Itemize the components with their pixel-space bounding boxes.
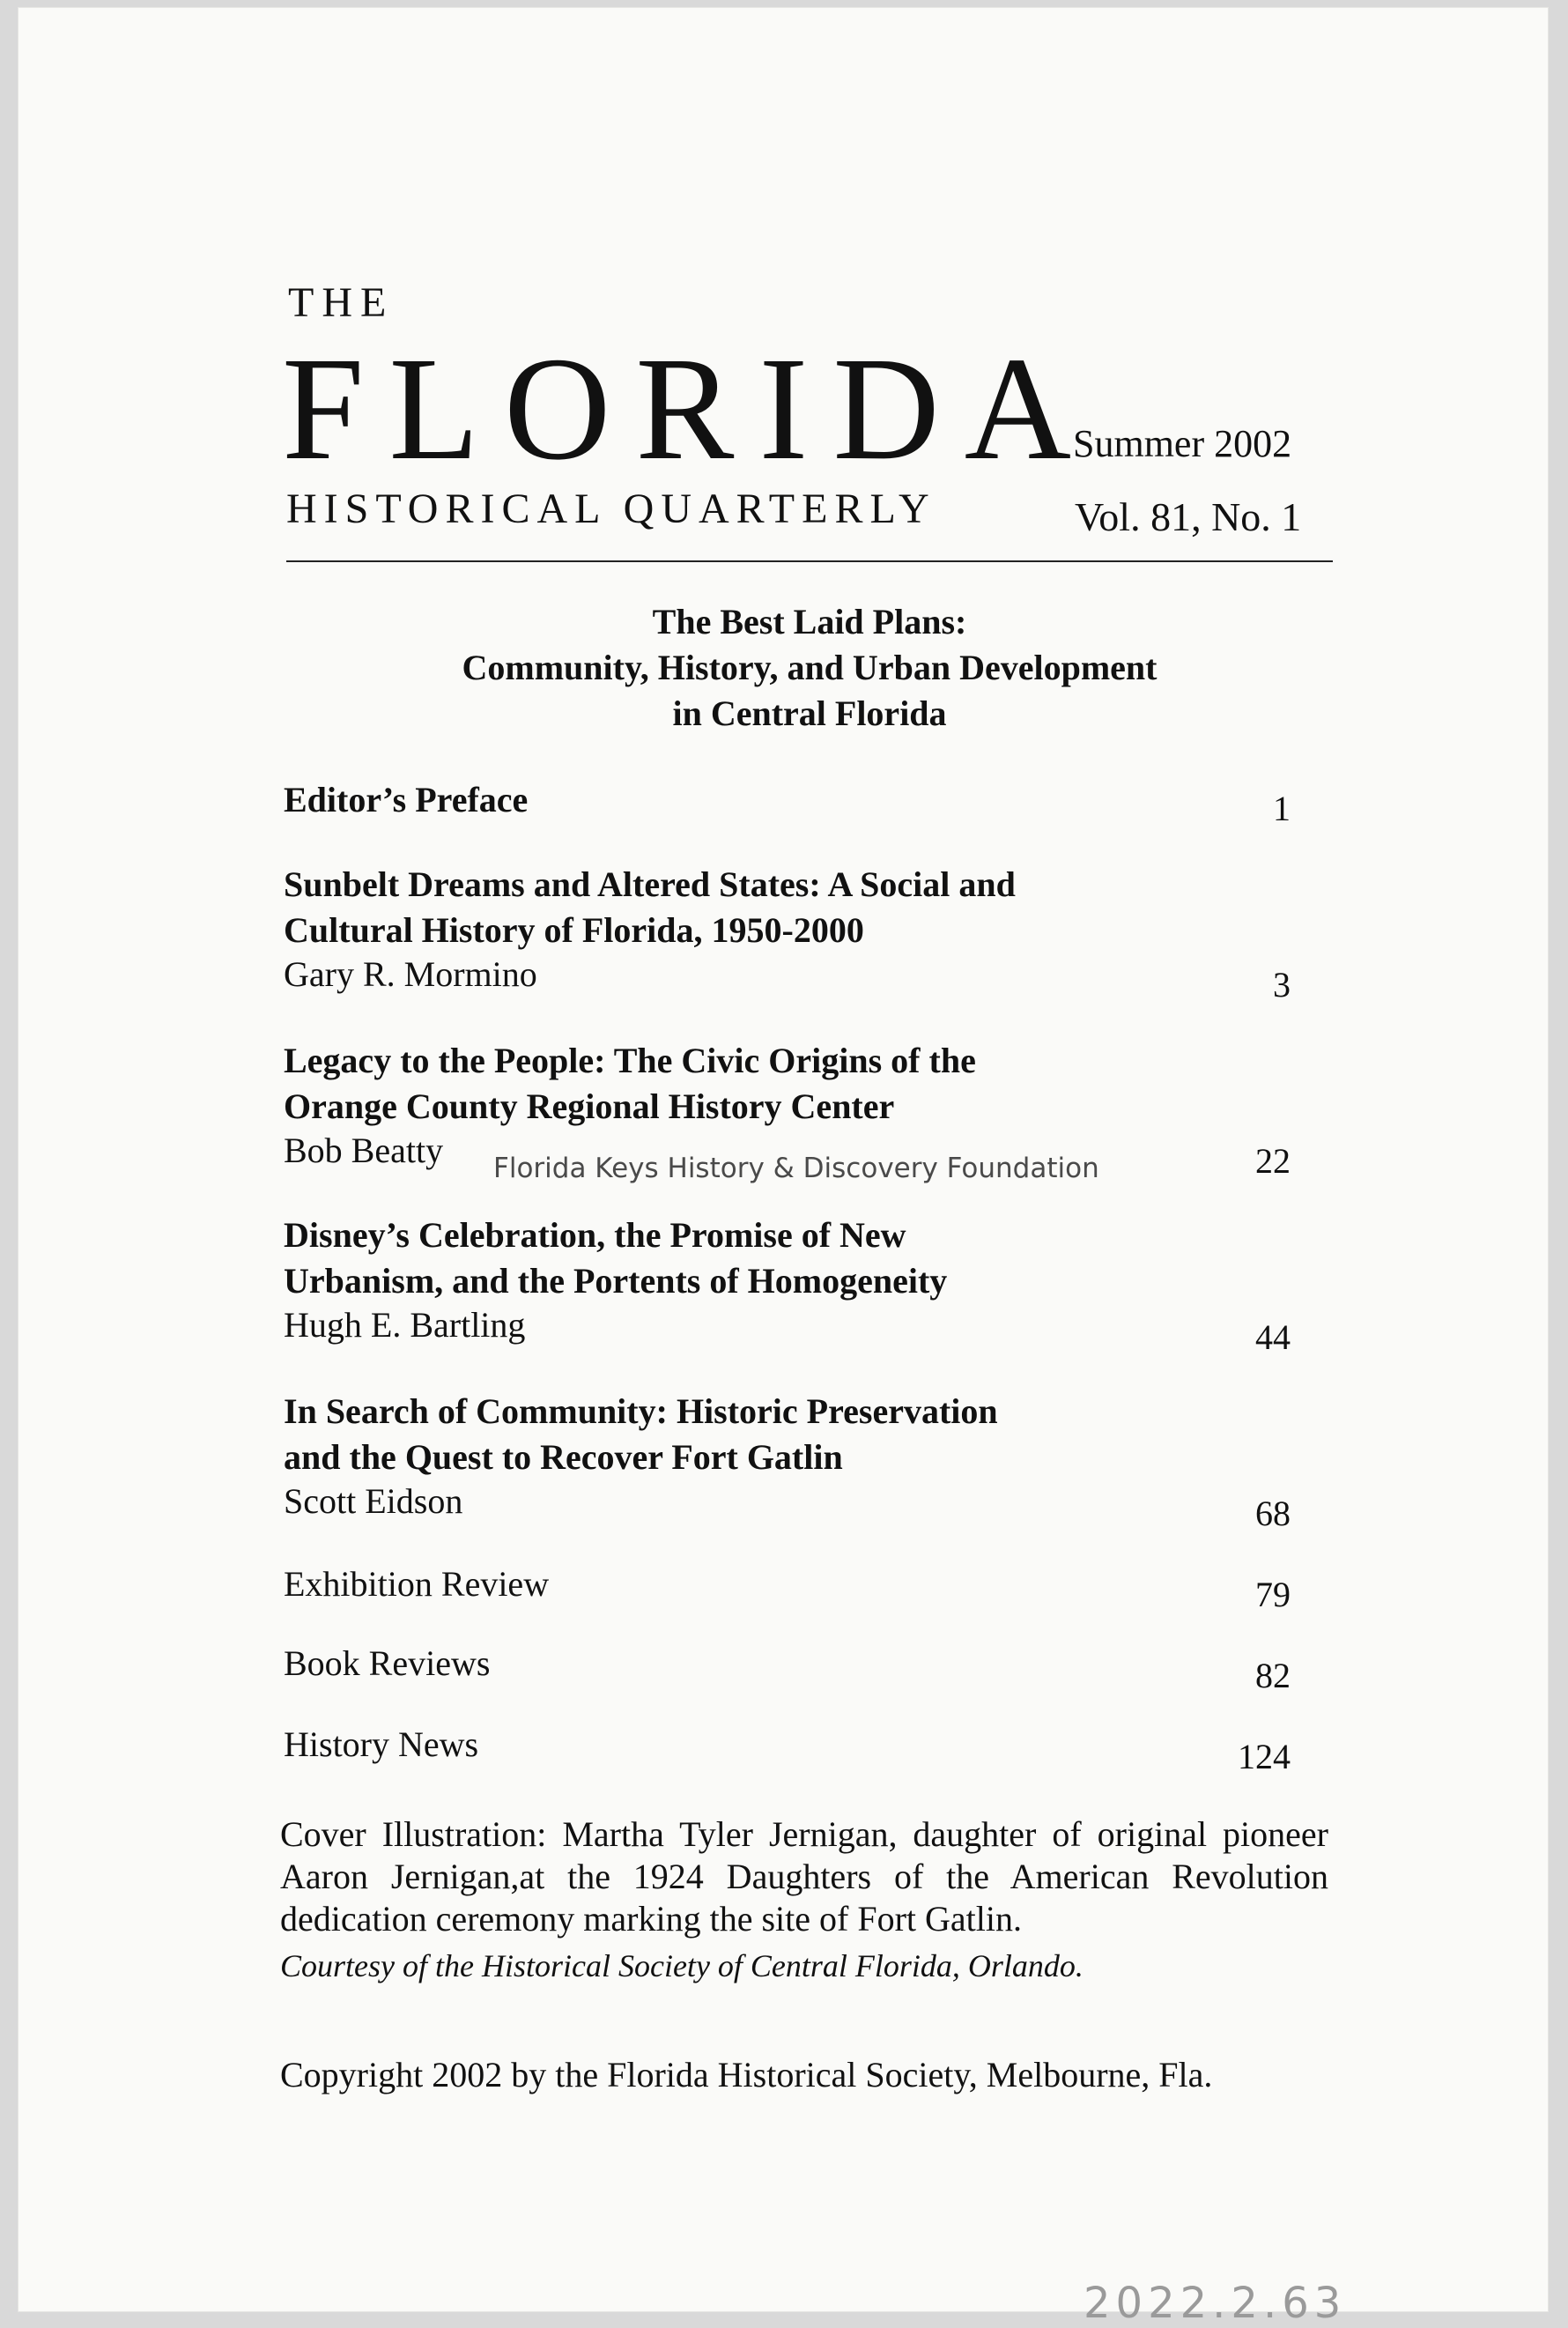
issue-season: Summer 2002: [1073, 422, 1292, 465]
toc-article-author: Hugh E. Bartling: [284, 1305, 526, 1345]
toc-article-title: and the Quest to Recover Fort Gatlin: [284, 1437, 843, 1477]
toc-page-number: 22: [1255, 1141, 1291, 1181]
masthead-subtitle: HISTORICAL QUARTERLY: [286, 486, 936, 532]
watermark-text: Florida Keys History & Discovery Foundation: [493, 1153, 1099, 1184]
toc-editors-preface: Editor’s Preface: [284, 780, 529, 819]
toc-article-author: Bob Beatty: [284, 1131, 444, 1170]
journal-page: [18, 7, 1549, 2328]
masthead-the: THE: [288, 279, 395, 326]
toc-article-author: Scott Eidson: [284, 1481, 463, 1521]
toc-article-title: Disney’s Celebration, the Promise of New: [284, 1215, 906, 1255]
toc-article-title: Cultural History of Florida, 1950-2000: [284, 910, 864, 950]
toc-article-title: Urbanism, and the Portents of Homogeneity: [284, 1261, 948, 1301]
issue-volume: Vol. 81, No. 1: [1075, 494, 1302, 539]
copyright-notice: Copyright 2002 by the Florida Historical Society, Melbourne, Fla.: [280, 2055, 1213, 2094]
toc-article-title: Sunbelt Dreams and Altered States: A Social and: [284, 864, 1016, 904]
toc-article-title: Orange County Regional History Center: [284, 1086, 895, 1126]
theme-line-3: in Central Florida: [672, 693, 947, 733]
masthead-title: FLORIDA: [282, 327, 1097, 491]
toc-page-number: 124: [1238, 1737, 1291, 1776]
theme-line-2: Community, History, and Urban Development: [462, 648, 1158, 687]
issue-theme: [286, 599, 1333, 737]
toc-page-number: 82: [1255, 1656, 1291, 1695]
masthead-rule: [286, 560, 1333, 562]
toc-book-reviews: Book Reviews: [284, 1643, 491, 1683]
toc-article-title: Legacy to the People: The Civic Origins of the: [284, 1041, 976, 1080]
toc-exhibition-review: Exhibition Review: [284, 1564, 550, 1604]
toc-page-number: 79: [1255, 1575, 1291, 1614]
handwritten-accession-number: 2022.2.63: [1084, 2279, 1347, 2328]
theme-line-1: The Best Laid Plans:: [652, 602, 967, 641]
toc-page-number: 44: [1255, 1317, 1291, 1357]
cover-illustration-note: Cover Illustration: Martha Tyler Jernigan, daughter of original pioneer Aaron Jernigan,at the 1924 Daughters of the American Revolution dedication ceremony marking the site of Fort Gatlin.: [280, 1814, 1328, 1939]
toc-article-author: Gary R. Mormino: [284, 954, 537, 994]
toc-page-number: 68: [1255, 1494, 1291, 1533]
cover-credit: Courtesy of the Historical Society of Central Florida, Orlando.: [280, 1948, 1084, 1983]
toc-page-number: 3: [1273, 965, 1291, 1005]
toc-page-number: 1: [1273, 789, 1291, 828]
toc-article-title: In Search of Community: Historic Preservation: [284, 1391, 998, 1431]
toc-history-news: History News: [284, 1724, 479, 1764]
